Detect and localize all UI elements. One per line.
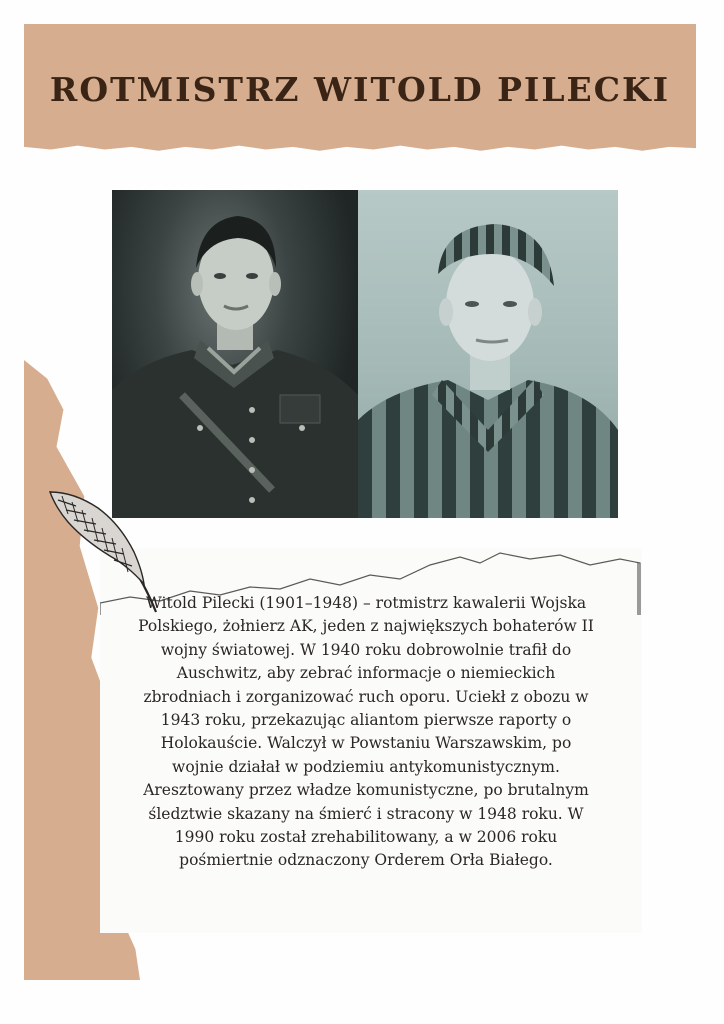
feather-quill-icon [44,486,164,616]
prisoner-photo [358,190,618,518]
portrait-uniform-drawing [112,190,358,518]
page-title: ROTMISTRZ WITOLD PILECKI [49,70,671,109]
biography-text: Witold Pilecki (1901–1948) – rotmistrz kawalerii Wojska Polskiego, żołnierz AK, jeden z największych bohaterów II wojny światowej. W 1940 roku dobrowolnie trafił do Auschwitz, aby zebrać informacje o niemieckich zbrodniach i zorganizować ruch oporu. Uciekł z obozu w 1943 roku, przekazując aliantom pierwsze raporty o Holokauście. Walczył w Powstaniu Warszawskim, po wojnie działał w podziemiu antykomunistycznym. Aresztowany przez władze komunistyczne, po brutalnym śledztwie skazany na śmierć i stracony w 1948 roku. W 1990 roku został zrehabilitowany, a w 2006 roku pośmiertnie odznaczony Orderem Orła Białego. [138,594,594,870]
prisoner-drawing [358,190,618,518]
portrait-photo-uniform [112,190,358,518]
